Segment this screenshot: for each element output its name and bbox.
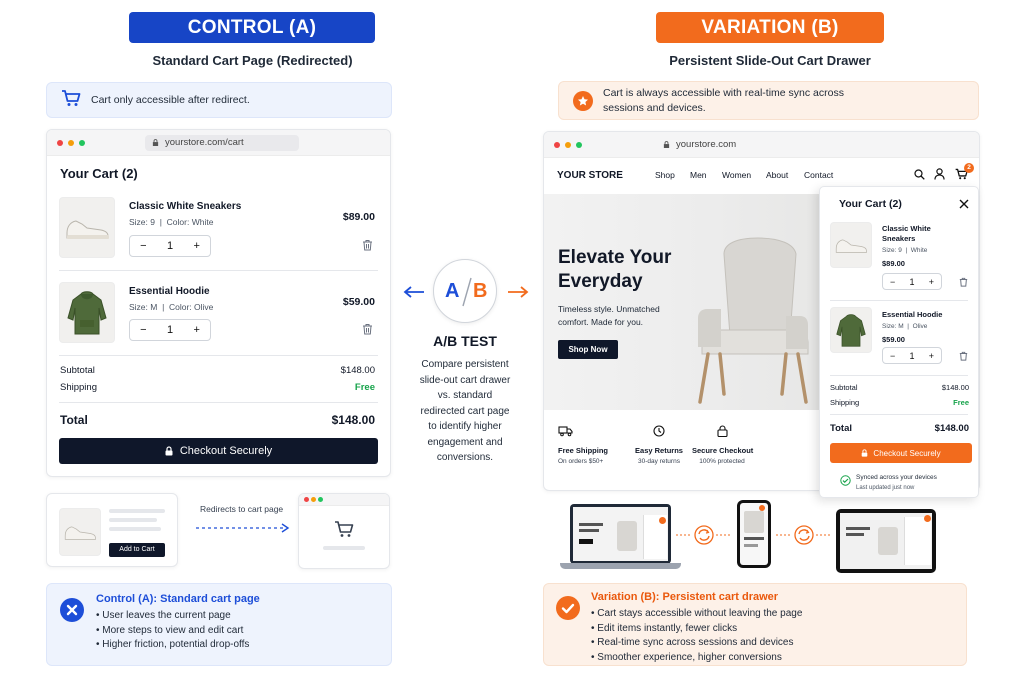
close-icon[interactable] [959,199,969,209]
minus-button[interactable]: − [140,240,147,252]
url-text: yourstore.com/cart [165,137,244,148]
shipping-label: Shipping [830,398,860,407]
checkout-button[interactable]: Checkout Securely [59,438,378,464]
drawer-title: Your Cart (2) [839,198,902,210]
cart-icon [333,520,355,538]
store-brand[interactable]: YOUR STORE [557,170,623,181]
arrow-right-icon [507,286,529,298]
quantity-stepper[interactable] [129,235,211,257]
variation-subtitle: Persistent Slide-Out Cart Drawer [669,53,871,68]
ab-test-title: A/B TEST [433,333,497,349]
minus-button[interactable]: − [140,324,147,336]
variation-summary-list: • Cart stays accessible without leaving the page • Edit items instantly, fewer clicks • Real-time sync across sessions and devices • Smoother experience, higher conversions [591,607,802,665]
variation-info-banner [558,81,979,120]
url-text: yourstore.com [676,139,737,150]
sneaker-image [59,197,115,258]
quantity-value: 1 [909,350,915,361]
redirect-label: Redirects to cart page [200,504,284,514]
item-name: Essential Hoodie [882,310,943,319]
trash-icon[interactable] [362,323,373,335]
checkout-button[interactable]: Checkout Securely [830,443,972,463]
feature-free-shipping: Free Shipping On orders $50+ [558,424,618,465]
trash-icon[interactable] [362,239,373,251]
hoodie-image [59,282,115,343]
redirect-arrow [196,523,292,533]
quantity-stepper[interactable] [129,319,211,341]
lock-icon [717,425,728,437]
nav-shop[interactable]: Shop [655,170,675,180]
check-circle-icon [840,475,851,486]
quantity-value: 1 [166,240,174,252]
total-value: $148.00 [331,413,375,427]
product-page-mock [46,493,178,567]
item-price: $89.00 [342,211,375,223]
trash-icon[interactable] [959,351,968,361]
control-info-text: Cart only accessible after redirect. [91,93,250,106]
control-subtitle: Standard Cart Page (Redirected) [152,53,353,68]
add-to-cart-button[interactable]: Add to Cart [109,543,165,557]
control-summary-list: • User leaves the current page • More steps to view and edit cart • Higher friction, potential drop-offs [96,609,249,653]
plus-button[interactable]: + [928,350,934,361]
quantity-stepper[interactable] [882,273,942,290]
minus-button[interactable]: − [890,350,896,361]
cart-title: Your Cart (2) [60,166,138,181]
nav-women[interactable]: Women [722,170,752,180]
laptop-device [560,504,681,572]
plus-button[interactable]: + [928,276,934,287]
quantity-value: 1 [166,324,174,336]
check-icon [556,596,580,620]
feature-secure-checkout: Secure Checkout 100% protected [692,424,752,465]
tablet-device [836,509,936,573]
item-variant: Size: 9 | Color: White [129,217,214,227]
quantity-value: 1 [909,276,915,287]
arrow-left-icon [403,286,425,298]
control-badge: CONTROL (A) [129,12,375,43]
subtotal-value: $148.00 [340,365,375,376]
sneaker-image [59,508,101,556]
control-info-banner [46,82,392,118]
variation-summary-title: Variation (B): Persistent cart drawer [591,591,779,603]
control-summary-title: Control (A): Standard cart page [96,593,260,605]
subtotal-label: Subtotal [60,365,95,376]
search-icon[interactable] [914,169,925,180]
sync-icon [676,525,732,545]
cart-count-badge: 2 [964,163,974,173]
ab-test-description: Compare persistent slide-out cart drawer vs. standard redirected cart page to identify higher engagement and conversions. [419,359,511,463]
shop-now-button[interactable]: Shop Now [558,340,618,359]
lock-icon [152,139,159,146]
item-variant: Size: 9 | White [882,247,928,254]
browser-chrome [544,132,979,158]
total-label: Total [60,413,88,427]
sync-icon [776,525,832,545]
browser-chrome [47,130,390,156]
cart-icon [61,89,81,112]
variation-info-text: Cart is always accessible with real-time sync across sessions and devices. [603,86,844,114]
sync-subtitle: Last updated just now [856,485,915,491]
control-cart-window [46,129,391,477]
item-price: $89.00 [882,259,905,268]
ab-test-logo: A B [433,259,497,323]
shipping-label: Shipping [60,382,97,393]
variation-badge: VARIATION (B) [656,12,884,43]
nav-contact[interactable]: Contact [804,170,834,180]
truck-icon [558,425,573,437]
armchair-image [694,236,812,404]
cart-page-mock [298,493,390,569]
lock-icon [663,141,670,148]
lock-icon [861,449,868,457]
x-icon [60,598,84,622]
nav-about[interactable]: About [766,170,789,180]
total-value: $148.00 [934,423,969,434]
quantity-stepper[interactable] [882,347,942,364]
sync-title: Synced across your devices [856,474,937,481]
phone-device [737,500,771,568]
shipping-value: Free [953,398,969,407]
item-price: $59.00 [342,296,375,308]
item-name: Classic White Sneakers [882,224,931,243]
control-summary [46,583,392,666]
sneaker-image [830,222,872,268]
lock-icon [165,446,173,456]
hoodie-image [830,307,872,353]
shipping-value: Free [354,382,375,393]
plus-button[interactable]: + [193,324,200,336]
hero-title: Elevate Your Everyday [558,247,672,292]
subtotal-label: Subtotal [830,383,858,392]
item-variant: Size: M | Olive [882,323,928,330]
minus-button[interactable]: − [890,276,896,287]
item-name: Essential Hoodie [129,286,210,297]
variation-summary [543,583,967,666]
user-icon[interactable] [934,168,945,180]
item-variant: Size: M | Color: Olive [129,302,214,312]
nav-men[interactable]: Men [690,170,707,180]
total-label: Total [830,423,852,434]
item-name: Classic White Sneakers [129,201,242,212]
item-price: $59.00 [882,335,905,344]
feature-easy-returns: Easy Returns 30-day returns [629,424,689,465]
address-bar[interactable] [656,137,810,153]
cart-drawer [819,186,979,498]
clock-icon [653,425,665,437]
subtotal-value: $148.00 [941,383,969,392]
trash-icon[interactable] [959,277,968,287]
hero-text: Timeless style. Unmatched comfort. Made for you. [558,304,660,327]
star-badge-icon [573,91,593,111]
plus-button[interactable]: + [193,240,200,252]
address-bar[interactable] [145,135,299,151]
